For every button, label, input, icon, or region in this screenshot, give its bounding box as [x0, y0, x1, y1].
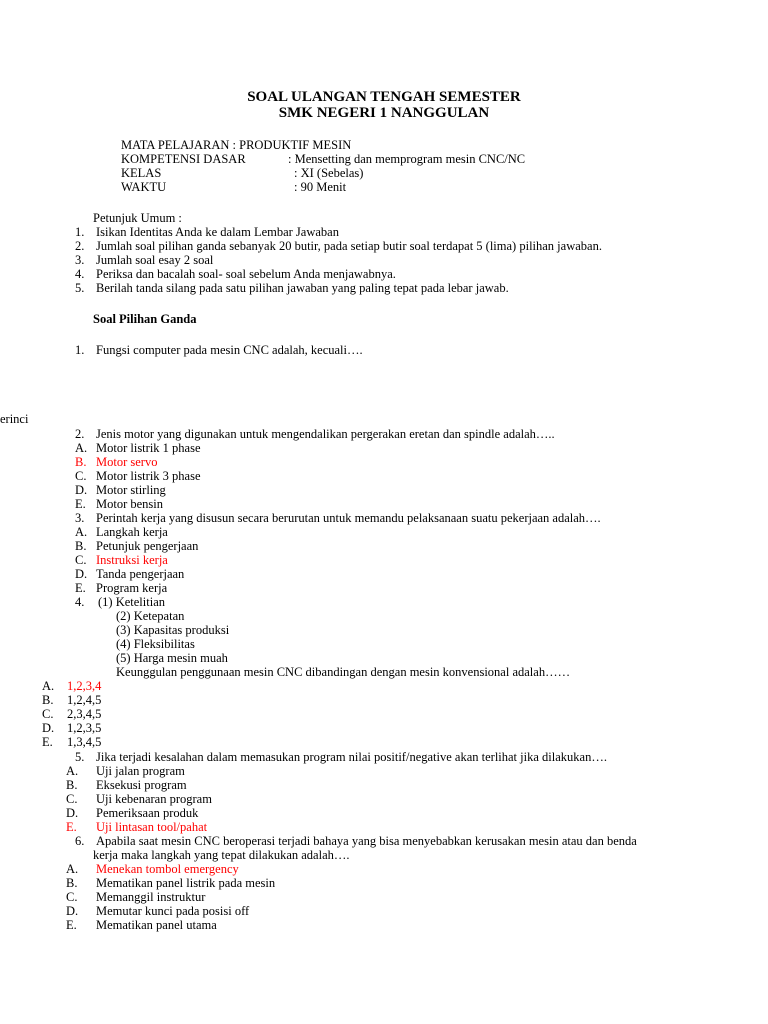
option-q5-c: C. Uji kebenaran program: [66, 792, 212, 806]
page-subtitle: SMK NEGERI 1 NANGGULAN: [278, 105, 490, 121]
q4-statement-4: (4) Fleksibilitas: [116, 637, 195, 651]
mapel-value: : PRODUKTIF MESIN: [232, 138, 352, 152]
option-q4-c: C. 2,3,4,5: [42, 707, 102, 721]
kelas-label: KELAS: [121, 166, 162, 180]
option-q3-b: B. Petunjuk pengerjaan: [75, 539, 199, 553]
q4-statement-3: (3) Kapasitas produksi: [116, 623, 230, 637]
margin-fragment: erinci: [0, 412, 29, 426]
question-5: 5. Jika terjadi kesalahan dalam memasukan program nilai positif/negative akan terlihat jika dilakukan….: [75, 750, 607, 764]
option-q5-d: D. Pemeriksaan produk: [66, 806, 199, 820]
option-q2-a: A. Motor listrik 1 phase: [75, 441, 201, 455]
question-3: 3. Perintah kerja yang disusun secara berurutan untuk memandu pelaksanaan suatu pekerjaan adalah….: [75, 511, 601, 525]
instruction-item: 5. Berilah tanda silang pada satu pilihan jawaban yang paling tepat pada lebar jawab.: [75, 281, 509, 295]
option-q5-a: A. Uji jalan program: [66, 764, 185, 778]
option-q3-e: E. Program kerja: [75, 581, 168, 595]
kd-label: KOMPETENSI DASAR: [121, 152, 246, 166]
kd-value: : Mensetting dan memprogram mesin CNC/NC: [288, 152, 526, 166]
option-q2-e: E. Motor bensin: [75, 497, 164, 511]
q4-statement-5: (5) Harga mesin muah: [116, 651, 228, 665]
mapel-line: [121, 138, 351, 152]
instruction-item: 2. Jumlah soal pilihan ganda sebanyak 20 butir, pada setiap butir soal terdapat 5 (lima) pilihan jawaban.: [75, 239, 602, 253]
question-6: 6. Apabila saat mesin CNC beroperasi terjadi bahaya yang bisa menyebabkan kerusakan mesin atau dan benda: [75, 834, 637, 848]
option-q6-b: B. Mematikan panel listrik pada mesin: [66, 876, 276, 890]
instruction-item: 4. Periksa dan bacalah soal- soal sebelum Anda menjawabnya.: [75, 267, 396, 281]
option-q6-c: C. Memanggil instruktur: [66, 890, 206, 904]
option-q3-c: C. Instruksi kerja: [75, 553, 168, 567]
option-q4-d: D. 1,2,3,5: [42, 721, 102, 735]
page-title: SOAL ULANGAN TENGAH SEMESTER: [247, 89, 521, 105]
instruction-item: 3. Jumlah soal esay 2 soal: [75, 253, 214, 267]
option-q4-b: B. 1,2,4,5: [42, 693, 102, 707]
question-4: 4. (1) Ketelitian: [75, 595, 165, 609]
option-q3-a: A. Langkah kerja: [75, 525, 168, 539]
waktu-value: : 90 Menit: [294, 180, 347, 194]
option-q4-a: A. 1,2,3,4: [42, 679, 102, 693]
mapel-label: MATA PELAJARAN: [121, 138, 230, 152]
option-q2-b: B. Motor servo: [75, 455, 158, 469]
q4-question-text: Keunggulan penggunaan mesin CNC dibandingan dengan mesin konvensional adalah……: [116, 665, 571, 679]
option-q2-d: D. Motor stirling: [75, 483, 166, 497]
instruction-item: 1. Isikan Identitas Anda ke dalam Lembar Jawaban: [75, 225, 339, 239]
option-q2-c: C. Motor listrik 3 phase: [75, 469, 201, 483]
section-title: Soal Pilihan Ganda: [93, 312, 197, 326]
waktu-label: WAKTU: [121, 180, 167, 194]
option-q4-e: E. 1,3,4,5: [42, 735, 102, 749]
option-q6-a: A. Menekan tombol emergency: [66, 862, 239, 876]
option-q6-e: E. Mematikan panel utama: [66, 918, 217, 932]
q4-statement-2: (2) Ketepatan: [116, 609, 185, 623]
question-2: 2. Jenis motor yang digunakan untuk mengendalikan pergerakan eretan dan spindle adalah…..: [75, 427, 555, 441]
instructions-heading: Petunjuk Umum :: [93, 211, 182, 225]
kelas-value: : XI (Sebelas): [294, 166, 364, 180]
option-q5-e: E. Uji lintasan tool/pahat: [66, 820, 208, 834]
question-6-cont: kerja maka langkah yang tepat dilakukan adalah….: [93, 848, 350, 862]
option-q5-b: B. Eksekusi program: [66, 778, 187, 792]
option-q3-d: D. Tanda pengerjaan: [75, 567, 185, 581]
option-q6-d: D. Memutar kunci pada posisi off: [66, 904, 250, 918]
question-1: 1. Fungsi computer pada mesin CNC adalah, kecuali….: [75, 343, 363, 357]
